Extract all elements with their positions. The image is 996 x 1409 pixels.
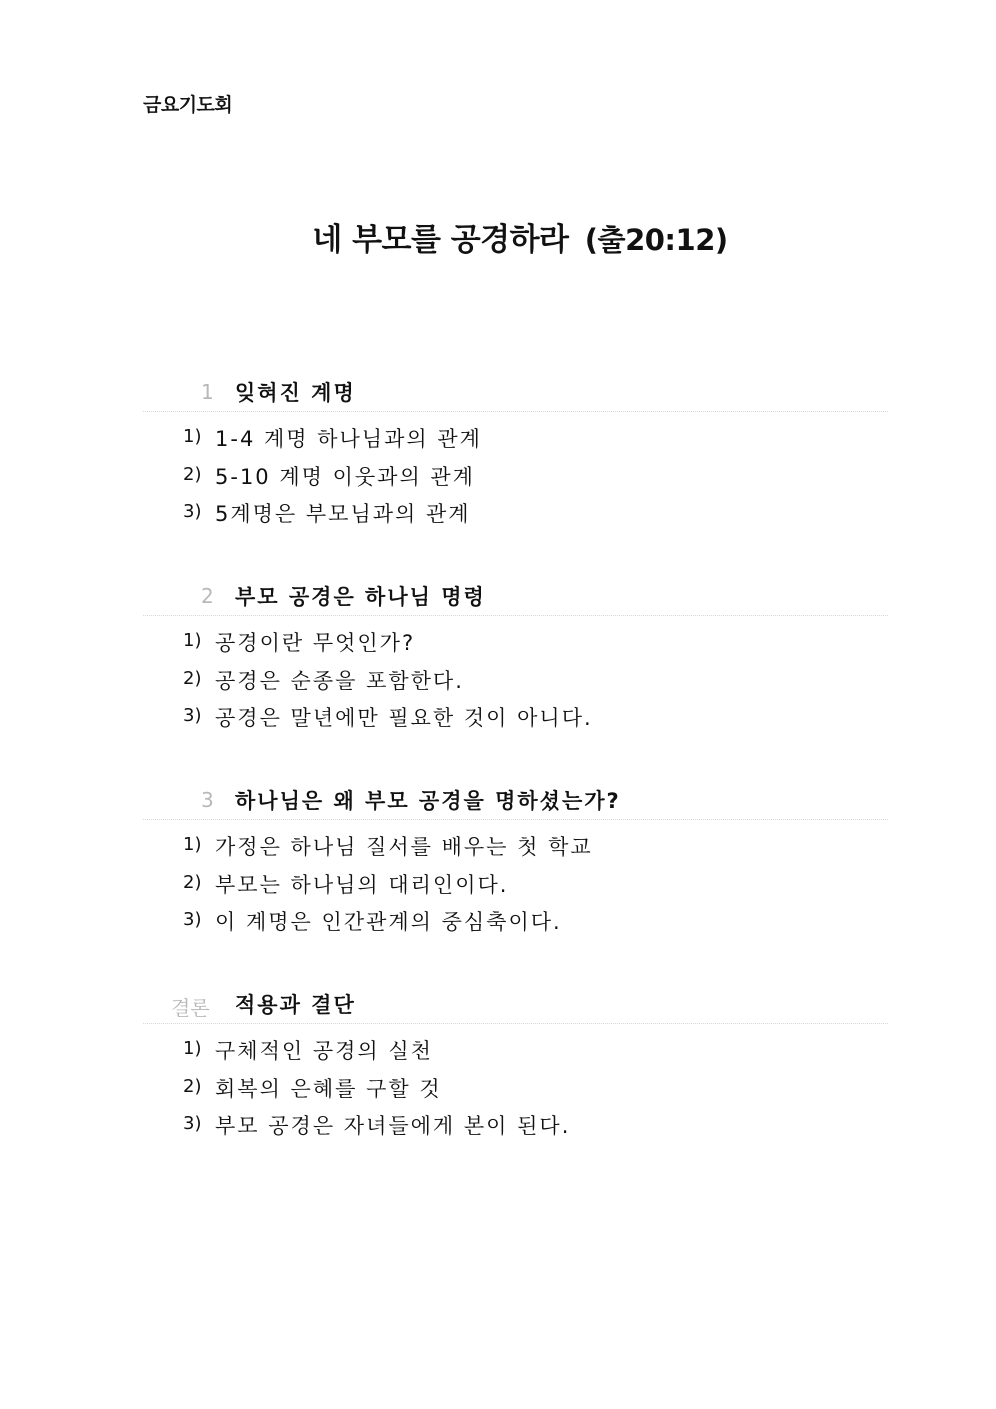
item-text: 공경이란 무엇인가?: [215, 631, 416, 655]
section-header: [143, 371, 888, 412]
item-text: 부모 공경은 자녀들에게 본이 된다.: [215, 1114, 571, 1138]
list-item: [143, 1105, 888, 1143]
item-number: 2): [183, 871, 202, 893]
section-items: [143, 1030, 888, 1143]
list-item: [143, 864, 888, 902]
item-text: 가정은 하나님 질서를 배우는 첫 학교: [215, 835, 593, 859]
section-header: [143, 983, 888, 1024]
item-number: 3): [183, 909, 202, 930]
list-item: [143, 697, 888, 735]
item-number: 1): [183, 426, 202, 447]
item-number: 1): [183, 834, 202, 855]
title-main: 네 부모를 공경하라: [312, 222, 569, 258]
section-number: 2: [201, 584, 214, 608]
item-text: 1-4 계명 하나님과의 관계: [215, 427, 482, 451]
item-number: 3): [183, 501, 202, 522]
item-text: 공경은 말년에만 필요한 것이 아니다.: [215, 706, 593, 730]
section-number: 1: [201, 380, 214, 404]
item-number: 2): [183, 1075, 202, 1097]
item-number: 3): [183, 705, 202, 726]
section-3: [143, 779, 888, 939]
list-item: [143, 901, 888, 939]
section-1: [143, 371, 888, 531]
item-number: 3): [183, 1113, 202, 1134]
section-title: 부모 공경은 하나님 명령: [235, 585, 486, 609]
item-text: 공경은 순종을 포함한다.: [215, 668, 464, 693]
item-text: 회복의 은혜를 구할 것: [215, 1076, 442, 1101]
list-item: [143, 1030, 888, 1068]
item-text: 부모는 하나님의 대리인이다.: [215, 872, 509, 897]
section-conclusion: [143, 983, 888, 1143]
section-title: 적용과 결단: [235, 993, 356, 1017]
list-item: [143, 1068, 888, 1106]
list-item: [143, 493, 888, 531]
item-number: 1): [183, 630, 202, 651]
item-text: 구체적인 공경의 실천: [215, 1039, 433, 1063]
header-label: 금요기도회: [143, 94, 233, 116]
list-item: [143, 418, 888, 456]
list-item: [143, 456, 888, 494]
list-item: [143, 660, 888, 698]
list-item: [143, 826, 888, 864]
item-number: 2): [183, 667, 202, 689]
section-number: 결론: [171, 996, 210, 1020]
section-number: 3: [201, 788, 214, 812]
page-title: [0, 214, 996, 259]
section-title: 잊혀진 계명: [235, 381, 356, 405]
section-2: [143, 575, 888, 735]
item-text: 5-10 계명 이웃과의 관계: [215, 464, 475, 489]
section-items: [143, 622, 888, 735]
section-header: [143, 575, 888, 616]
section-title: 하나님은 왜 부모 공경을 명하셨는가?: [235, 789, 621, 813]
list-item: [143, 622, 888, 660]
item-number: 1): [183, 1038, 202, 1059]
section-items: [143, 418, 888, 531]
title-scripture-ref: (출20:12): [584, 223, 728, 257]
section-items: [143, 826, 888, 939]
section-header: [143, 779, 888, 820]
item-text: 이 계명은 인간관계의 중심축이다.: [215, 910, 562, 934]
item-text: 5계명은 부모님과의 관계: [215, 502, 471, 526]
item-number: 2): [183, 463, 202, 485]
